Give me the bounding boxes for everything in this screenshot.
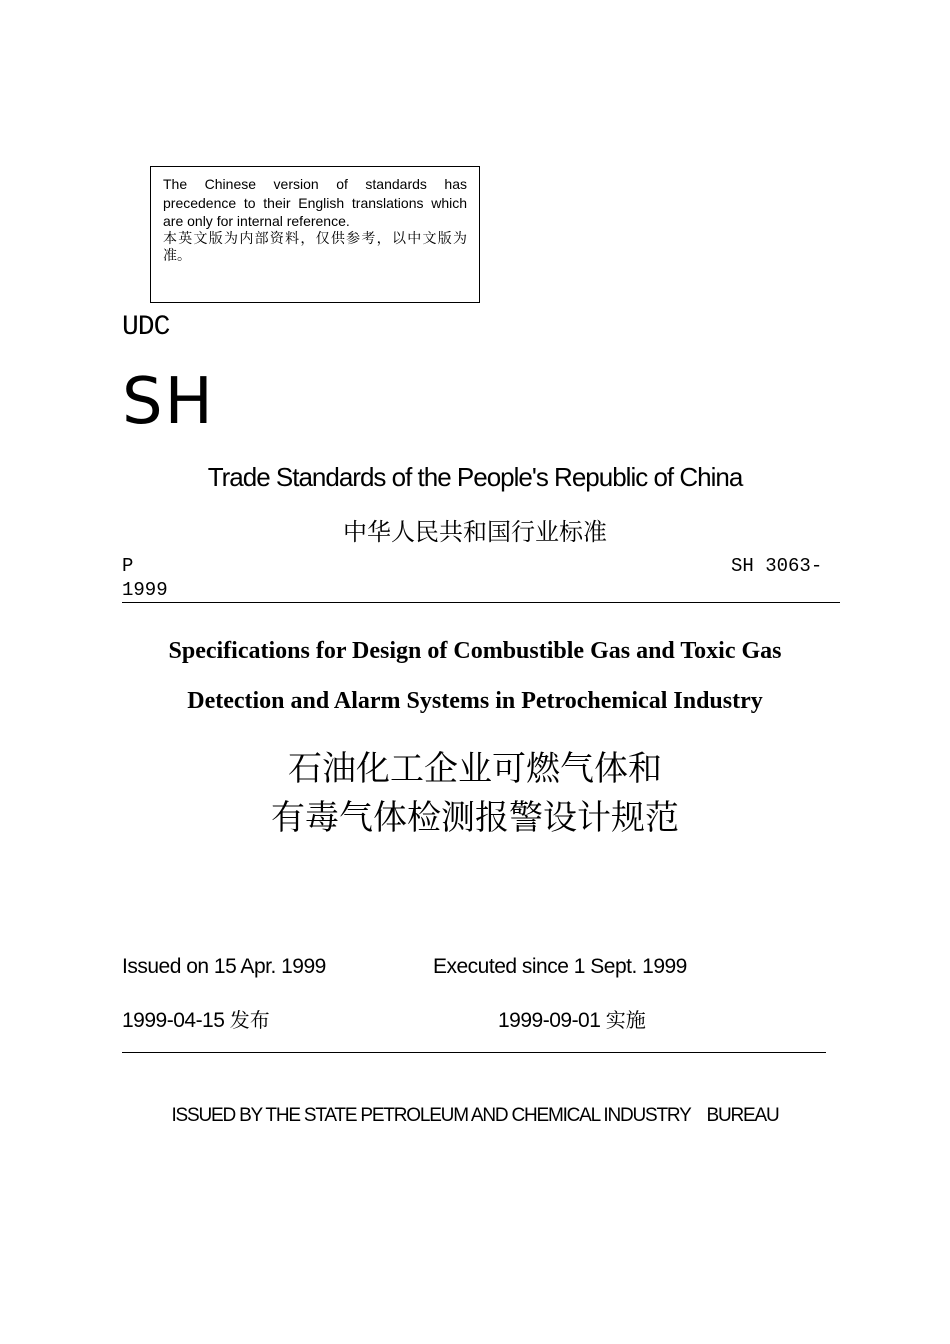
- standard-number: SH 3063-: [731, 555, 823, 577]
- standard-year: 1999: [122, 579, 168, 601]
- issued-date-value: 1999-04-15: [122, 1009, 225, 1032]
- document-title-en-line1: Specifications for Design of Combustible Gas and Toxic Gas: [168, 638, 782, 664]
- notice-box: [150, 166, 480, 303]
- document-title-cn-line1: 石油化工企业可燃气体和: [288, 749, 662, 789]
- executed-date-value: 1999-09-01: [498, 1009, 601, 1032]
- issued-label-cn: 发布: [229, 1008, 270, 1032]
- category-code: P: [122, 555, 134, 577]
- udc-label: UDC: [122, 312, 170, 343]
- executed-date-cn: [498, 1004, 646, 1033]
- document-title-en-line2: Detection and Alarm Systems in Petrochemical Industry: [187, 688, 763, 714]
- issuing-authority: ISSUED BY THE STATE PETROLEUM AND CHEMICAL INDUSTRY BUREAU: [171, 1105, 779, 1126]
- issued-date-en: Issued on 15 Apr. 1999: [122, 955, 326, 978]
- document-title-cn-line2: 有毒气体检测报警设计规范: [271, 798, 679, 838]
- notice-chinese: 本英文版为内部资料，仅供参考，以中文版为准。: [163, 230, 467, 264]
- issued-date-cn: [122, 1004, 270, 1033]
- standard-code-row: [122, 554, 840, 603]
- notice-english: The Chinese version of standards has precedence to their English translations which are only for internal reference.: [163, 176, 467, 229]
- executed-label-cn: 实施: [605, 1008, 646, 1032]
- trade-standards-title-cn: 中华人民共和国行业标准: [343, 518, 607, 546]
- executed-date-en: Executed since 1 Sept. 1999: [433, 955, 687, 978]
- trade-standards-title-en: Trade Standards of the People's Republic of China: [207, 462, 743, 492]
- bottom-divider: [122, 1052, 826, 1053]
- sh-mark: SH: [122, 365, 215, 439]
